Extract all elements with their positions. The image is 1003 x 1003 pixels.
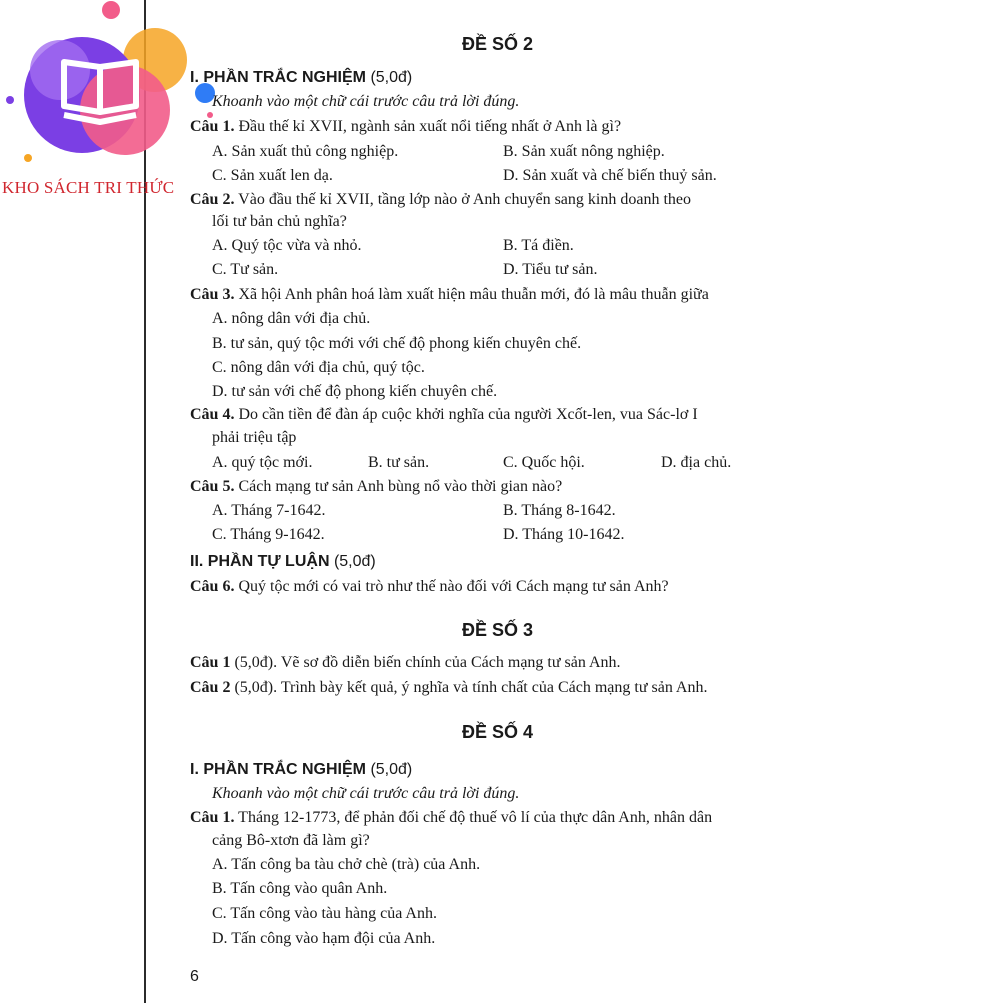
de2-q5-option-c: C. Tháng 9-1642. (212, 526, 325, 543)
page-number: 6 (190, 968, 199, 985)
de2-q1: Câu 1. Đầu thế kỉ XVII, ngành sản xuất nổi tiếng nhất ở Anh là gì? (190, 118, 622, 135)
de2-q4-option-c: C. Quốc hội. (503, 454, 585, 471)
de4-title: ĐỀ SỐ 4 (462, 722, 534, 742)
de2-q2-option-b: B. Tá điền. (503, 237, 574, 254)
de2-q4-option-a: A. quý tộc mới. (212, 454, 313, 471)
de2-q3-option-c: C. nông dân với địa chủ, quý tộc. (212, 359, 425, 376)
de2-instruction: Khoanh vào một chữ cái trước câu trả lời đúng. (212, 93, 520, 110)
de2-q2-cont: lối tư bản chủ nghĩa? (212, 213, 347, 230)
de2-q3: Câu 3. Xã hội Anh phân hoá làm xuất hiện mâu thuẫn mới, đó là mâu thuẫn giữa (190, 286, 709, 303)
de2-q5-option-a: A. Tháng 7-1642. (212, 502, 326, 519)
de2-q3-option-a: A. nông dân với địa chủ. (212, 310, 371, 327)
de4-instruction: Khoanh vào một chữ cái trước câu trả lời đúng. (212, 785, 520, 802)
de4-part1-heading: I. PHẦN TRẮC NGHIỆM (5,0đ) (190, 761, 413, 778)
de2-q5-option-b: B. Tháng 8-1642. (503, 502, 616, 519)
de2-q5-option-d: D. Tháng 10-1642. (503, 526, 625, 543)
brand-logo (0, 0, 230, 200)
de2-q6: Câu 6. Quý tộc mới có vai trò như thế nào đối với Cách mạng tư sản Anh? (190, 578, 669, 595)
de2-q2-option-c: C. Tư sản. (212, 261, 279, 278)
de3-title: ĐỀ SỐ 3 (462, 620, 534, 640)
de4-q1-option-d: D. Tấn công vào hạm đội của Anh. (212, 930, 436, 947)
de4-q1-option-a: A. Tấn công ba tàu chở chè (trà) của Anh. (212, 856, 481, 873)
brand-name: KHO SÁCH TRI THỨC (2, 178, 175, 197)
de2-q2-option-a: A. Quý tộc vừa và nhỏ. (212, 237, 362, 254)
de2-part1-heading: I. PHẦN TRẮC NGHIỆM (5,0đ) (190, 69, 413, 86)
de2-title: ĐỀ SỐ 2 (462, 34, 534, 54)
de2-q1-option-d: D. Sản xuất và chế biến thuỷ sản. (503, 167, 717, 184)
de2-q3-option-d: D. tư sản với chế độ phong kiến chuyên chế. (212, 383, 498, 400)
de2-q2-option-d: D. Tiểu tư sản. (503, 261, 598, 278)
de2-q1-option-c: C. Sản xuất len dạ. (212, 167, 333, 184)
de2-q4-option-d: D. địa chủ. (661, 454, 732, 471)
de3-q2: Câu 2 (5,0đ). Trình bày kết quả, ý nghĩa và tính chất của Cách mạng tư sản Anh. (190, 679, 708, 696)
de2-q4: Câu 4. Do cần tiền để đàn áp cuộc khởi nghĩa của người Xcốt-len, vua Sác-lơ I (190, 406, 698, 423)
de2-q1-option-a: A. Sản xuất thủ công nghiệp. (212, 143, 399, 160)
de4-q1: Câu 1. Tháng 12-1773, để phản đối chế độ thuế vô lí của thực dân Anh, nhân dân (190, 809, 713, 826)
de2-q5: Câu 5. Cách mạng tư sản Anh bùng nổ vào thời gian nào? (190, 478, 563, 495)
de2-q4-option-b: B. tư sản. (368, 454, 430, 471)
de3-q1: Câu 1 (5,0đ). Vẽ sơ đồ diễn biến chính của Cách mạng tư sản Anh. (190, 654, 621, 671)
de2-q1-option-b: B. Sản xuất nông nghiệp. (503, 143, 665, 160)
de4-q1-option-b: B. Tấn công vào quân Anh. (212, 880, 388, 897)
de2-q4-cont: phải triệu tập (212, 429, 297, 446)
de2-part2-heading: II. PHẦN TỰ LUẬN (5,0đ) (190, 553, 376, 570)
de4-q1-option-c: C. Tấn công vào tàu hàng của Anh. (212, 905, 437, 922)
de2-q3-option-b: B. tư sản, quý tộc mới với chế độ phong kiến chuyên chế. (212, 335, 582, 352)
de4-q1-cont: cảng Bô-xtơn đã làm gì? (212, 832, 370, 849)
de2-q2: Câu 2. Vào đầu thế kỉ XVII, tầng lớp nào ở Anh chuyển sang kinh doanh theo (190, 191, 691, 208)
